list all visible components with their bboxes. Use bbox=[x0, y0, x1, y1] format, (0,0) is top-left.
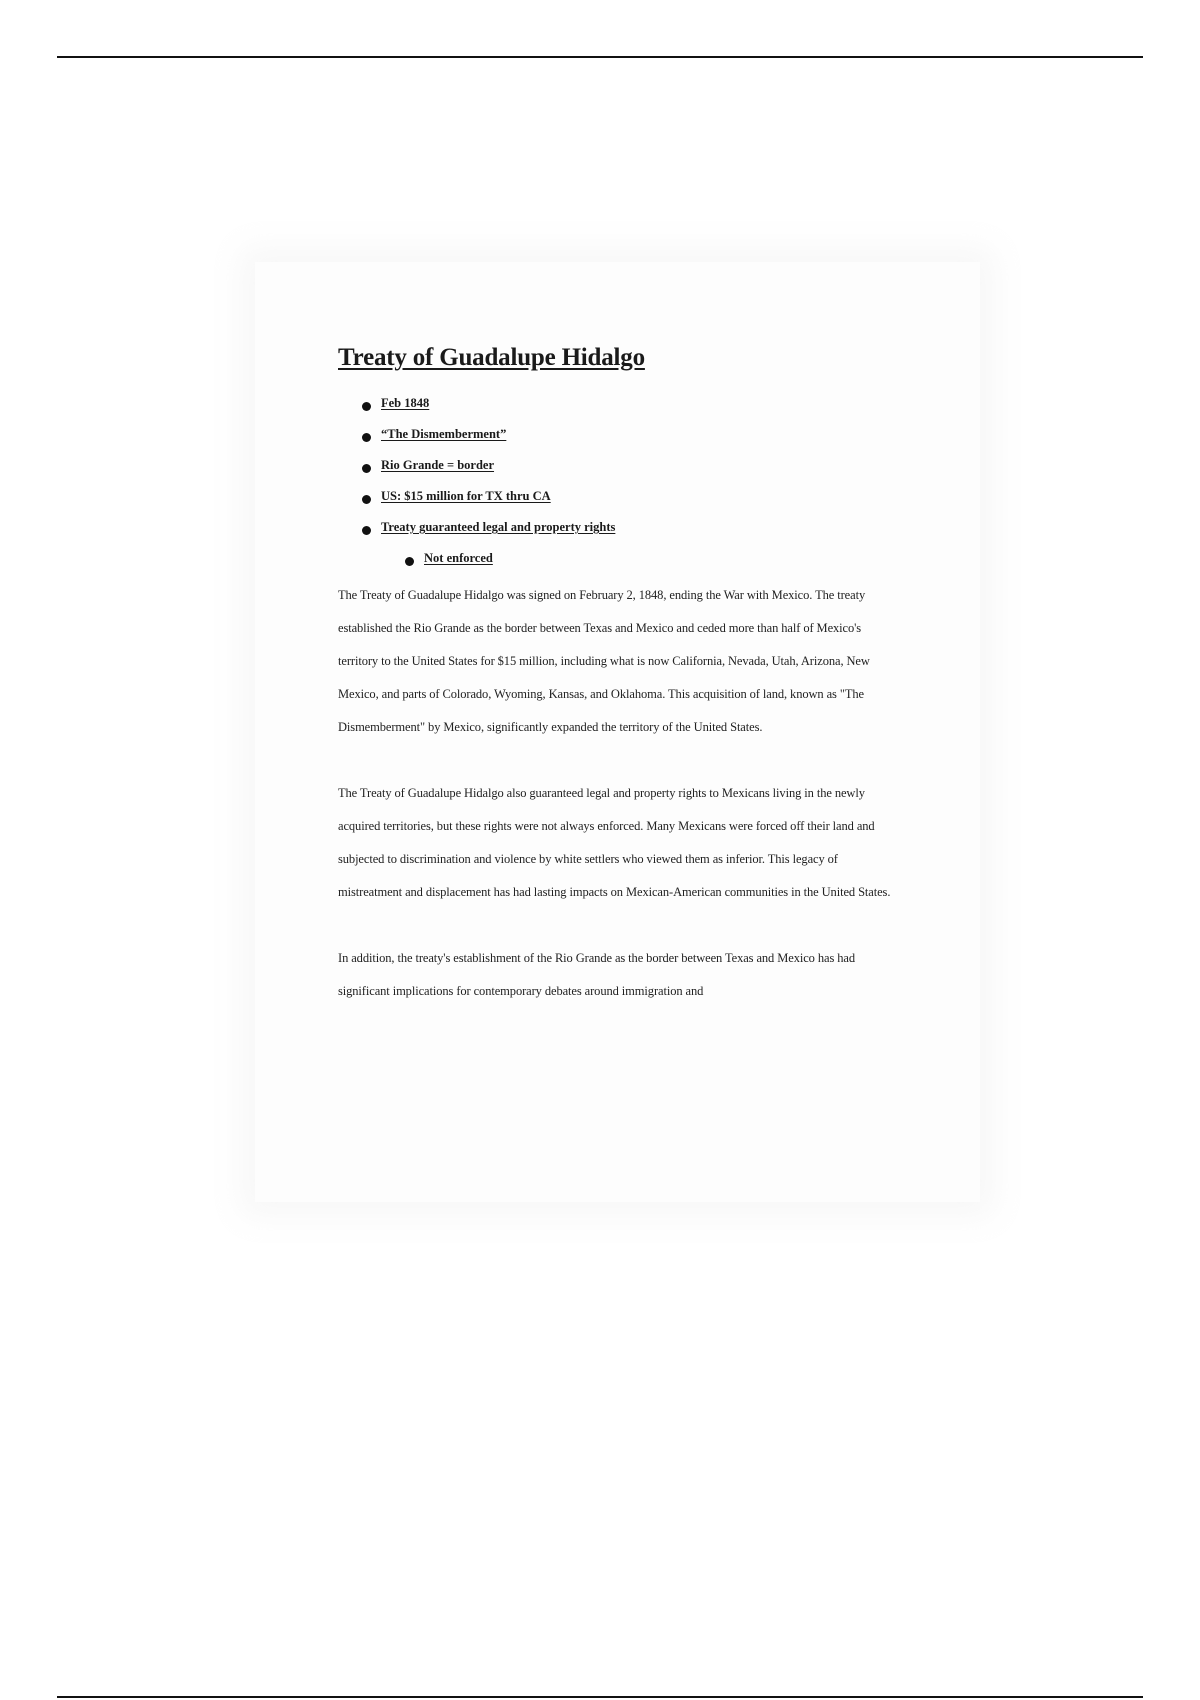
bullet-dot-icon bbox=[405, 557, 414, 566]
paragraph-spacer bbox=[338, 744, 898, 777]
bullet-label: Treaty guaranteed legal and property rights bbox=[381, 520, 616, 534]
bullet-dot-icon bbox=[362, 495, 371, 504]
body-paragraph: The Treaty of Guadalupe Hidalgo also guaranteed legal and property rights to Mexicans living in the newly acquired territories, but these rights were not always enforced. Many Mexicans were forced off their land and subjected to discrimination and violence by white settlers who viewed them as inferior. This legacy of mistreatment and displacement has had lasting impacts on Mexican-American communities in the United States. bbox=[338, 786, 891, 899]
top-rule bbox=[57, 56, 1143, 58]
bullet-item bbox=[338, 424, 898, 455]
sub-bullet-item bbox=[338, 548, 898, 579]
bullet-label: Rio Grande = border bbox=[381, 458, 495, 472]
bullet-dot-icon bbox=[362, 526, 371, 535]
body-paragraph: In addition, the treaty's establishment of the Rio Grande as the border between Texas and Mexico has had significant implications for contemporary debates around immigration and bbox=[338, 951, 855, 998]
bullet-item bbox=[338, 486, 898, 517]
document-title: Treaty of Guadalupe Hidalgo bbox=[338, 344, 645, 371]
bullet-label: Feb 1848 bbox=[381, 396, 430, 410]
bullet-label: Not enforced bbox=[424, 551, 493, 565]
bullet-dot-icon bbox=[362, 402, 371, 411]
document-content bbox=[338, 338, 898, 1008]
bullet-dot-icon bbox=[362, 433, 371, 442]
bottom-rule bbox=[57, 1696, 1143, 1698]
body-paragraph: The Treaty of Guadalupe Hidalgo was signed on February 2, 1848, ending the War with Mexico. The treaty established the Rio Grande as the border between Texas and Mexico and ceded more than half of Mexico's territory to the United States for $15 million, including what is now California, Nevada, Utah, Arizona, New Mexico, and parts of Colorado, Wyoming, Kansas, and Oklahoma. This acquisition of land, known as "The Dismemberment" by Mexico, significantly expanded the territory of the United States. bbox=[338, 588, 870, 734]
bullet-list bbox=[338, 393, 898, 579]
bullet-label: “The Dismemberment” bbox=[381, 427, 507, 441]
paragraph-spacer bbox=[338, 909, 898, 942]
bullet-label: US: $15 million for TX thru CA bbox=[381, 489, 551, 503]
bullet-item bbox=[338, 393, 898, 424]
bullet-dot-icon bbox=[362, 464, 371, 473]
bullet-item bbox=[338, 455, 898, 486]
bullet-item bbox=[338, 517, 898, 548]
